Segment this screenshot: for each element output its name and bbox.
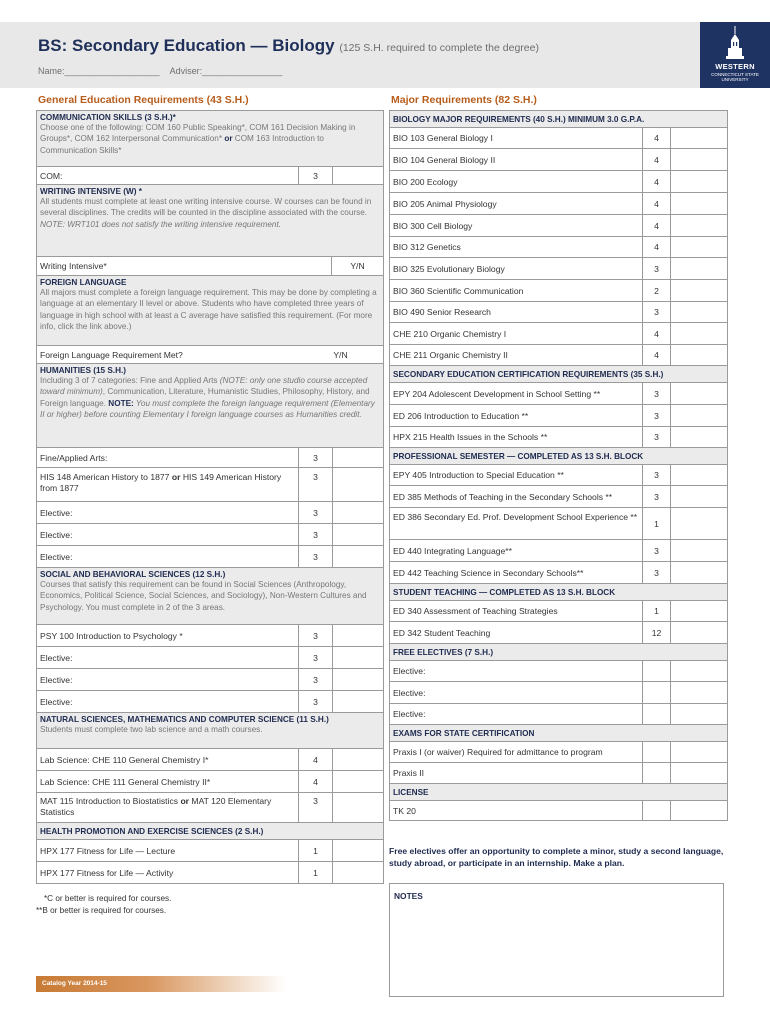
grade-cell[interactable] <box>332 546 383 567</box>
row-label: ED 340 Assessment of Teaching Strategies <box>393 606 558 616</box>
natural-heading: NATURAL SCIENCES, MATHEMATICS AND COMPUTER SCIENCE (11 S.H.) <box>40 715 329 724</box>
logo-subtext: CONNECTICUT STATE UNIVERSITY <box>711 72 759 82</box>
grade-cell[interactable] <box>670 508 727 539</box>
notes-box[interactable] <box>389 883 724 997</box>
row-credits: 3 <box>298 502 332 523</box>
grade-cell[interactable] <box>670 280 727 301</box>
row-credits: 4 <box>298 771 332 792</box>
row-credits: 3 <box>298 468 332 501</box>
row-credits: 3 <box>642 427 670 447</box>
grade-cell[interactable] <box>670 383 727 404</box>
row-credits: 3 <box>642 465 670 485</box>
table-row <box>37 647 383 669</box>
row-label: ED 385 Methods of Teaching in the Secondary Schools ** <box>393 491 613 502</box>
row-credits: 4 <box>642 237 670 257</box>
major-table <box>389 110 728 821</box>
grade-cell[interactable] <box>670 171 727 192</box>
hum-body-a: Including 3 of 7 categories: Fine and Applied Arts <box>40 376 220 385</box>
grade-cell[interactable] <box>670 601 727 621</box>
table-row <box>37 524 383 546</box>
language-heading: FOREIGN LANGUAGE <box>40 278 127 287</box>
row-label: COM: <box>40 170 63 181</box>
row-label: ED 442 Teaching Science in Secondary Schools** <box>393 567 584 578</box>
adviser-label: Adviser: <box>169 66 203 76</box>
table-row <box>37 448 383 468</box>
license-heading: LICENSE <box>390 784 727 801</box>
row-label: Elective: <box>393 687 426 698</box>
row-label: Elective: <box>393 666 426 676</box>
table-row <box>37 669 383 691</box>
row-credits: 3 <box>642 405 670 426</box>
name-label: Name: <box>38 66 65 76</box>
free-electives-heading: FREE ELECTIVES (7 S.H.) <box>390 644 727 661</box>
grade-cell[interactable] <box>670 562 727 583</box>
grade-cell[interactable] <box>332 448 383 467</box>
comm-body-b: COM 163 Introduction to Communication Skills* <box>40 134 324 155</box>
row-label: ED 342 Student Teaching <box>393 627 491 638</box>
row-label: BIO 200 Ecology <box>393 176 458 187</box>
table-row <box>390 661 727 682</box>
row-credits: 4 <box>642 323 670 344</box>
comm-body-a: Choose one of the following: COM 160 Public Speaking*, COM 161 Decision Making in Groups*, COM 162 Interpersonal Communication* <box>40 123 356 144</box>
hum-body-b: (NOTE: only one studio course accepted toward minimum) <box>40 376 368 397</box>
row-label: BIO 325 Evolutionary Biology <box>393 263 505 274</box>
grade-cell[interactable] <box>332 625 383 646</box>
table-row <box>390 562 727 584</box>
writing-note: NOTE: WRT101 does not satisfy the writing intensive requirement. <box>40 219 282 229</box>
footnote-c: *C or better is required for courses. <box>44 894 172 903</box>
grade-cell[interactable] <box>670 302 727 322</box>
table-row <box>37 771 383 793</box>
humanities-heading: HUMANITIES (15 S.H.) <box>40 366 126 375</box>
table-row <box>37 257 383 276</box>
grade-cell[interactable] <box>332 771 383 792</box>
grade-cell[interactable] <box>332 524 383 545</box>
table-row <box>37 691 383 713</box>
row-credits: 3 <box>642 486 670 507</box>
table-row <box>390 171 727 193</box>
grade-cell[interactable] <box>332 862 383 883</box>
table-row <box>390 149 727 171</box>
page-title <box>38 36 539 56</box>
row-credits: 3 <box>642 383 670 404</box>
hum-body-d: You must complete the foreign language requirement (Elementary II or higher) before counting Elementary I foreign language courses as Humanities credit. <box>40 398 375 420</box>
table-row <box>390 323 727 345</box>
row-label: ED 386 Secondary Ed. Prof. Development School Experience ** <box>393 512 638 522</box>
gen-ed-heading: General Education Requirements (43 S.H.) <box>38 94 249 106</box>
hum-note-label: NOTE: <box>108 398 134 408</box>
table-row <box>390 465 727 486</box>
row-label: BIO 104 General Biology II <box>393 154 496 165</box>
row-credits: 2 <box>642 280 670 301</box>
row-label: BIO 205 Animal Physiology <box>393 198 497 209</box>
row-credits <box>642 801 670 820</box>
grade-cell[interactable] <box>670 704 727 724</box>
notes-label: NOTES <box>394 891 423 901</box>
bio-rows <box>390 128 727 366</box>
grade-cell[interactable] <box>670 801 727 820</box>
row-credits <box>642 763 670 783</box>
table-row <box>390 540 727 562</box>
row-credits: 4 <box>642 193 670 214</box>
grade-cell[interactable] <box>670 486 727 507</box>
sec-ed-heading: SECONDARY EDUCATION CERTIFICATION REQUIREMENTS (35 S.H.) <box>390 366 727 383</box>
row-credits <box>642 742 670 762</box>
table-row <box>390 128 727 149</box>
grade-cell[interactable] <box>670 465 727 485</box>
row-label-b: HIS 149 American History from 1877 <box>40 472 282 493</box>
grade-cell[interactable] <box>670 661 727 681</box>
free-rows <box>390 661 727 725</box>
grade-cell[interactable] <box>670 149 727 170</box>
table-row <box>37 346 383 364</box>
row-label: Lab Science: CHE 110 General Chemistry I* <box>40 754 209 765</box>
logo-wordmark: WESTERN <box>715 62 755 71</box>
table-row <box>37 468 383 502</box>
language-block <box>37 276 383 346</box>
name-field[interactable]: ___________________ <box>64 66 160 76</box>
title-text: BS: Secondary Education — Biology <box>38 36 335 55</box>
table-row <box>390 280 727 302</box>
cupola-icon <box>725 26 745 60</box>
grade-cell[interactable] <box>332 502 383 523</box>
table-row <box>390 601 727 622</box>
grade-cell[interactable] <box>670 742 727 762</box>
row-or: or <box>180 796 190 806</box>
natural-block <box>37 713 383 749</box>
grade-cell[interactable] <box>670 763 727 783</box>
table-row <box>390 704 727 725</box>
table-row <box>390 742 727 763</box>
row-credits: 3 <box>298 669 332 690</box>
student-teaching-heading: STUDENT TEACHING — COMPLETED AS 13 S.H. BLOCK <box>390 584 727 601</box>
table-row <box>390 383 727 405</box>
row-label: Elective: <box>40 551 73 562</box>
table-row <box>37 793 383 823</box>
sec-rows <box>390 383 727 448</box>
major-heading: Major Requirements (82 S.H.) <box>391 94 537 106</box>
table-row <box>390 258 727 280</box>
grade-cell[interactable] <box>332 647 383 668</box>
title-subtitle: (125 S.H. required to complete the degree) <box>339 42 539 54</box>
row-label: BIO 360 Scientific Communication <box>393 285 524 296</box>
row-label: Elective: <box>40 529 73 540</box>
comm-skills-heading: COMMUNICATION SKILLS (3 S.H.)* <box>40 113 176 122</box>
row-credits: 4 <box>642 171 670 192</box>
row-credits: 4 <box>642 149 670 170</box>
row-label <box>37 793 298 822</box>
social-heading: SOCIAL AND BEHAVIORAL SCIENCES (12 S.H.) <box>40 570 226 579</box>
row-label: EPY 204 Adolescent Development in School Setting ** <box>393 388 601 399</box>
table-row <box>390 486 727 508</box>
writing-body-text: All students must complete at least one writing intensive course. W courses can be found in several disciplines. The credits will be counted in the discipline associated with the course. <box>40 197 372 218</box>
row-credits: 4 <box>642 215 670 236</box>
table-row <box>37 546 383 568</box>
row-label: Elective: <box>40 696 73 707</box>
grade-cell[interactable] <box>332 840 383 861</box>
row-label: HPX 177 Fitness for Life — Lecture <box>40 845 176 856</box>
table-row <box>390 302 727 323</box>
grade-cell[interactable] <box>332 691 383 712</box>
writing-block <box>37 185 383 257</box>
row-label: PSY 100 Introduction to Psychology * <box>40 630 183 641</box>
grade-cell[interactable] <box>332 167 383 184</box>
grade-cell[interactable] <box>670 237 727 257</box>
row-credits: 3 <box>298 546 332 567</box>
row-label: Elective: <box>393 709 426 719</box>
row-label: BIO 300 Cell Biology <box>393 220 473 231</box>
footnote-b: **B or better is required for courses. <box>36 906 167 915</box>
row-label: BIO 312 Genetics <box>393 242 461 252</box>
row-credits: 3 <box>298 625 332 646</box>
row-label-b: MAT 120 Elementary Statistics <box>40 796 272 817</box>
row-label: Elective: <box>40 674 73 685</box>
row-label: Fine/Applied Arts: <box>40 452 108 463</box>
grade-cell[interactable] <box>670 622 727 643</box>
row-credits: 1 <box>298 840 332 861</box>
row-credits: 12 <box>642 622 670 643</box>
social-body: Courses that satisfy this requirement can be found in Social Sciences (Anthropology, Economics, Political Science, Social Sciences, and Sociology), Non-Western Cultures and Psychology. You must complete in 2 of the 3 areas. <box>40 580 367 612</box>
table-row <box>390 763 727 784</box>
row-label: TK 20 <box>393 805 416 816</box>
comm-or: or <box>224 134 233 144</box>
table-row <box>390 622 727 644</box>
language-body: All majors must complete a foreign language requirement. This may be done by completing a language at an elementary II level or above. Students who have completed three years of language in high school with at least a C average have satisfied this requirement. (For more info, click the link above.) <box>40 288 377 332</box>
catalog-year-bar: Catalog Year 2014-15 <box>36 976 286 992</box>
row-credits <box>642 704 670 724</box>
table-row <box>37 502 383 524</box>
row-label: ED 440 Integrating Language** <box>393 545 512 556</box>
row-label: Foreign Language Requirement Met? <box>40 349 183 360</box>
bio-heading: BIOLOGY MAJOR REQUIREMENTS (40 S.H.) MINIMUM 3.0 G.P.A. <box>390 111 727 128</box>
table-row <box>390 215 727 237</box>
license-rows <box>390 801 727 821</box>
row-label: CHE 211 Organic Chemistry II <box>393 350 508 360</box>
row-credits: 3 <box>298 524 332 545</box>
writing-body <box>40 196 380 230</box>
row-label: BIO 490 Senior Research <box>393 307 491 317</box>
row-label: CHE 210 Organic Chemistry I <box>393 328 507 339</box>
hum-body-c: , Communication, Literature, Humanistic Studies, Philosophy, History, and Foreign language. <box>40 387 370 408</box>
table-row <box>390 237 727 258</box>
comm-skills-block <box>37 111 383 167</box>
exam-rows <box>390 742 727 784</box>
grade-cell[interactable] <box>670 405 727 426</box>
row-label: ED 206 Introduction to Education ** <box>393 410 529 421</box>
grade-cell[interactable] <box>332 669 383 690</box>
prof-rows <box>390 465 727 584</box>
row-credits: 3 <box>642 562 670 583</box>
humanities-block <box>37 364 383 448</box>
grade-cell[interactable] <box>332 749 383 770</box>
grade-cell[interactable] <box>670 215 727 236</box>
row-credits: 3 <box>642 302 670 322</box>
row-label-a: MAT 115 Introduction to Biostatistics <box>40 796 181 806</box>
table-row <box>37 749 383 771</box>
natural-body: Students must complete two lab science and a math courses. <box>40 725 263 734</box>
table-row <box>390 682 727 704</box>
page-header <box>0 0 770 92</box>
grade-cell[interactable] <box>332 468 383 501</box>
comm-skills-body <box>40 122 380 156</box>
row-label: Writing Intensive* <box>40 261 107 271</box>
row-or: or <box>171 472 181 482</box>
row-credits: 4 <box>298 749 332 770</box>
row-label <box>37 468 298 501</box>
table-row <box>390 345 727 366</box>
yes-no-field[interactable]: Y/N <box>333 349 348 360</box>
gen-ed-table <box>36 110 384 884</box>
row-credits <box>642 682 670 703</box>
table-row <box>37 840 383 862</box>
name-adviser-line <box>38 66 282 76</box>
table-row <box>390 427 727 448</box>
row-label: Lab Science: CHE 111 General Chemistry II* <box>40 776 211 787</box>
table-row <box>37 625 383 647</box>
yes-no-field[interactable]: Y/N <box>331 257 383 275</box>
row-credits: 3 <box>298 167 332 184</box>
row-label: EPY 405 Introduction to Special Education ** <box>393 470 564 480</box>
grade-cell[interactable] <box>670 323 727 344</box>
university-logo <box>700 22 770 88</box>
table-row <box>390 801 727 821</box>
table-row <box>37 862 383 884</box>
table-row <box>37 167 383 185</box>
row-label: Praxis II <box>393 768 425 778</box>
health-heading: HEALTH PROMOTION AND EXERCISE SCIENCES (2 S.H.) <box>37 823 383 840</box>
adviser-field[interactable]: ________________ <box>202 66 283 76</box>
row-credits: 4 <box>642 128 670 148</box>
row-credits: 3 <box>298 691 332 712</box>
grade-cell[interactable] <box>670 682 727 703</box>
row-credits: 3 <box>642 540 670 561</box>
grade-cell[interactable] <box>670 128 727 148</box>
row-label: Elective: <box>40 652 73 663</box>
grade-cell[interactable] <box>332 793 383 822</box>
row-credits: 3 <box>642 258 670 279</box>
row-credits: 3 <box>298 793 332 822</box>
row-credits: 4 <box>642 345 670 365</box>
row-label: BIO 103 General Biology I <box>393 133 493 143</box>
social-block <box>37 568 383 625</box>
row-label: HPX 177 Fitness for Life — Activity <box>40 867 174 878</box>
free-electives-note: Free electives offer an opportunity to complete a minor, study a second language, study abroad, or participate in an internship. Make a plan. <box>389 846 724 868</box>
row-label: Elective: <box>40 507 73 518</box>
table-row <box>390 508 727 540</box>
prof-semester-heading: PROFESSIONAL SEMESTER — COMPLETED AS 13 S.H. BLOCK <box>390 448 727 465</box>
row-credits <box>642 661 670 681</box>
humanities-body <box>40 375 380 421</box>
table-row <box>390 405 727 427</box>
table-row <box>390 193 727 215</box>
row-credits: 1 <box>642 601 670 621</box>
grade-cell[interactable] <box>670 193 727 214</box>
student-rows <box>390 601 727 644</box>
grade-cell[interactable] <box>670 345 727 365</box>
row-label: HPX 215 Health Issues in the Schools ** <box>393 432 548 442</box>
row-label: Praxis I (or waiver) Required for admittance to program <box>393 747 603 757</box>
grade-cell[interactable] <box>670 427 727 447</box>
row-label-a: HIS 148 American History to 1877 <box>40 472 172 482</box>
grade-cell[interactable] <box>670 258 727 279</box>
row-credits: 3 <box>298 647 332 668</box>
row-credits: 3 <box>298 448 332 467</box>
writing-heading: WRITING INTENSIVE (W) * <box>40 187 142 196</box>
row-credits: 1 <box>642 508 670 539</box>
exams-heading: EXAMS FOR STATE CERTIFICATION <box>390 725 727 742</box>
grade-cell[interactable] <box>670 540 727 561</box>
row-credits: 1 <box>298 862 332 883</box>
